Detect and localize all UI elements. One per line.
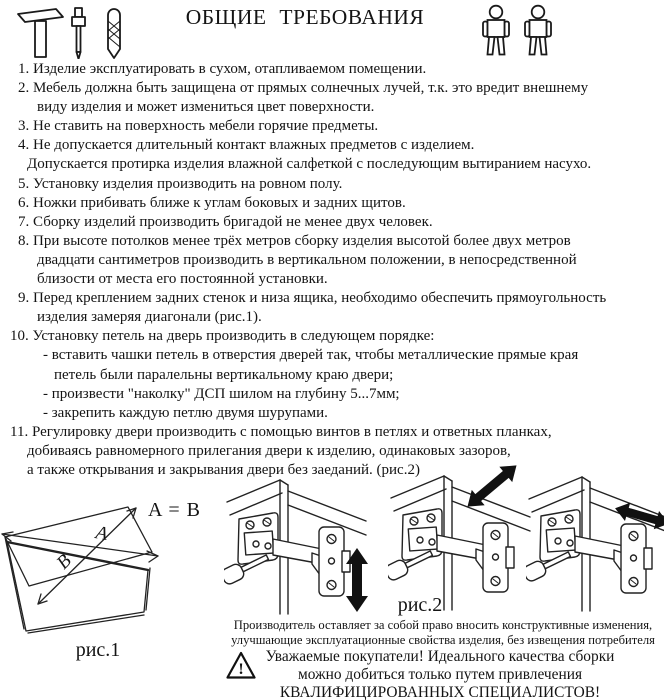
figure2-caption: рис.2 [397, 594, 443, 616]
list-line: 4. Не допускается длительный контакт влажных предметов с изделием. [18, 137, 475, 154]
warning-line: можно добиться только путем привлечения [297, 666, 583, 683]
list-line: 2. Мебель должна быть защищена от прямых солнечных лучей, т.к. это вредит внешнему [18, 80, 589, 97]
hinge-diagonal-adjustment [388, 462, 534, 614]
person-icon [483, 6, 509, 55]
list-line: Допускается протирка изделия влажной салфеткой с последующим вытиранием насухо. [27, 156, 592, 173]
list-line: 6. Ножки прибивать ближе к углам боковых и задних щитов. [18, 194, 406, 211]
drill-bit-icon [108, 9, 120, 58]
list-line: 9. Перед креплением задних стенок и низа ящика, необходимо обеспечить прямоугольность [18, 290, 607, 307]
manufacturer-notice [222, 618, 664, 649]
diagonals-equation: A = B [148, 499, 201, 521]
list-line: изделия замеряя диагонали (рис.1). [37, 309, 262, 326]
list-line: близости от места его постоянной установки. [37, 271, 328, 288]
diagonal-b-label: B [52, 550, 76, 574]
list-line: 11. Регулировку двери производить с помощью винтов в петлях и ответных планках, [10, 423, 552, 440]
list-line: - произвести "наколку" ДСП шилом на глубину 5...7мм; [43, 385, 400, 402]
hinge-vertical-adjustment [224, 466, 370, 618]
warning-exclamation: ! [238, 661, 244, 678]
figure1-caption: рис.1 [75, 639, 121, 661]
notice-line: Производитель оставляет за собой право вносить конструктивные изменения, [233, 618, 653, 632]
quality-warning [252, 648, 628, 700]
diagonal-arrow-icon [461, 462, 523, 514]
list-line: 3. Не ставить на поверхность мебели горячие предметы. [18, 118, 379, 135]
list-line: петель были паралельны вертикальному краю двери; [54, 366, 394, 383]
diagonal-a-label: A [94, 522, 110, 545]
two-assemblers-icon [477, 4, 561, 56]
list-line: 7. Сборку изделий производить бригадой не менее двух человек. [18, 213, 433, 230]
screwdriver-icon [72, 8, 85, 59]
list-line: 1. Изделие эксплуатировать в сухом, отапливаемом помещении. [18, 61, 427, 77]
hinge-horizontal-adjustment [526, 463, 664, 615]
list-line: - закрепить каждую петлю двумя шурупами. [43, 404, 328, 421]
list-line: 8. При высоте потолков менее трёх метров сборку изделия высотой более двух метров [18, 232, 571, 249]
list-line: виду изделия и может измениться цвет поверхности. [37, 99, 375, 116]
notice-line: улучшающие эксплуатационные свойства изделия, без извещения потребителя [231, 633, 655, 648]
hammer-icon [18, 9, 63, 57]
required-tools-icons [12, 5, 134, 59]
list-line: - вставить чашки петель в отверстия дверей так, чтобы металлические прямые края [43, 347, 579, 364]
warning-line: КВАЛИФИЦИРОВАННЫХ СПЕЦИАЛИСТОВ! [279, 684, 601, 700]
list-line: 10. Установку петель на дверь производить в следующем порядке: [10, 328, 435, 345]
page-title: ОБЩИЕ ТРЕБОВАНИЯ [185, 5, 425, 29]
person-icon [525, 6, 551, 55]
list-line: двадцати сантиметров производить в вертикальном положении, в непосредственной [37, 251, 577, 268]
list-line: добиваясь равномерного прилегания двери к изделию, одинаковых зазоров, [27, 442, 511, 459]
requirements-list [0, 60, 664, 480]
warning-line: Уважаемые покупатели! Идеального качества сборки [265, 648, 615, 665]
list-line: 5. Установку изделия производить на ровном полу. [18, 175, 343, 192]
list-line: а также открывания и закрывания двери без заеданий. (рис.2) [27, 461, 420, 478]
